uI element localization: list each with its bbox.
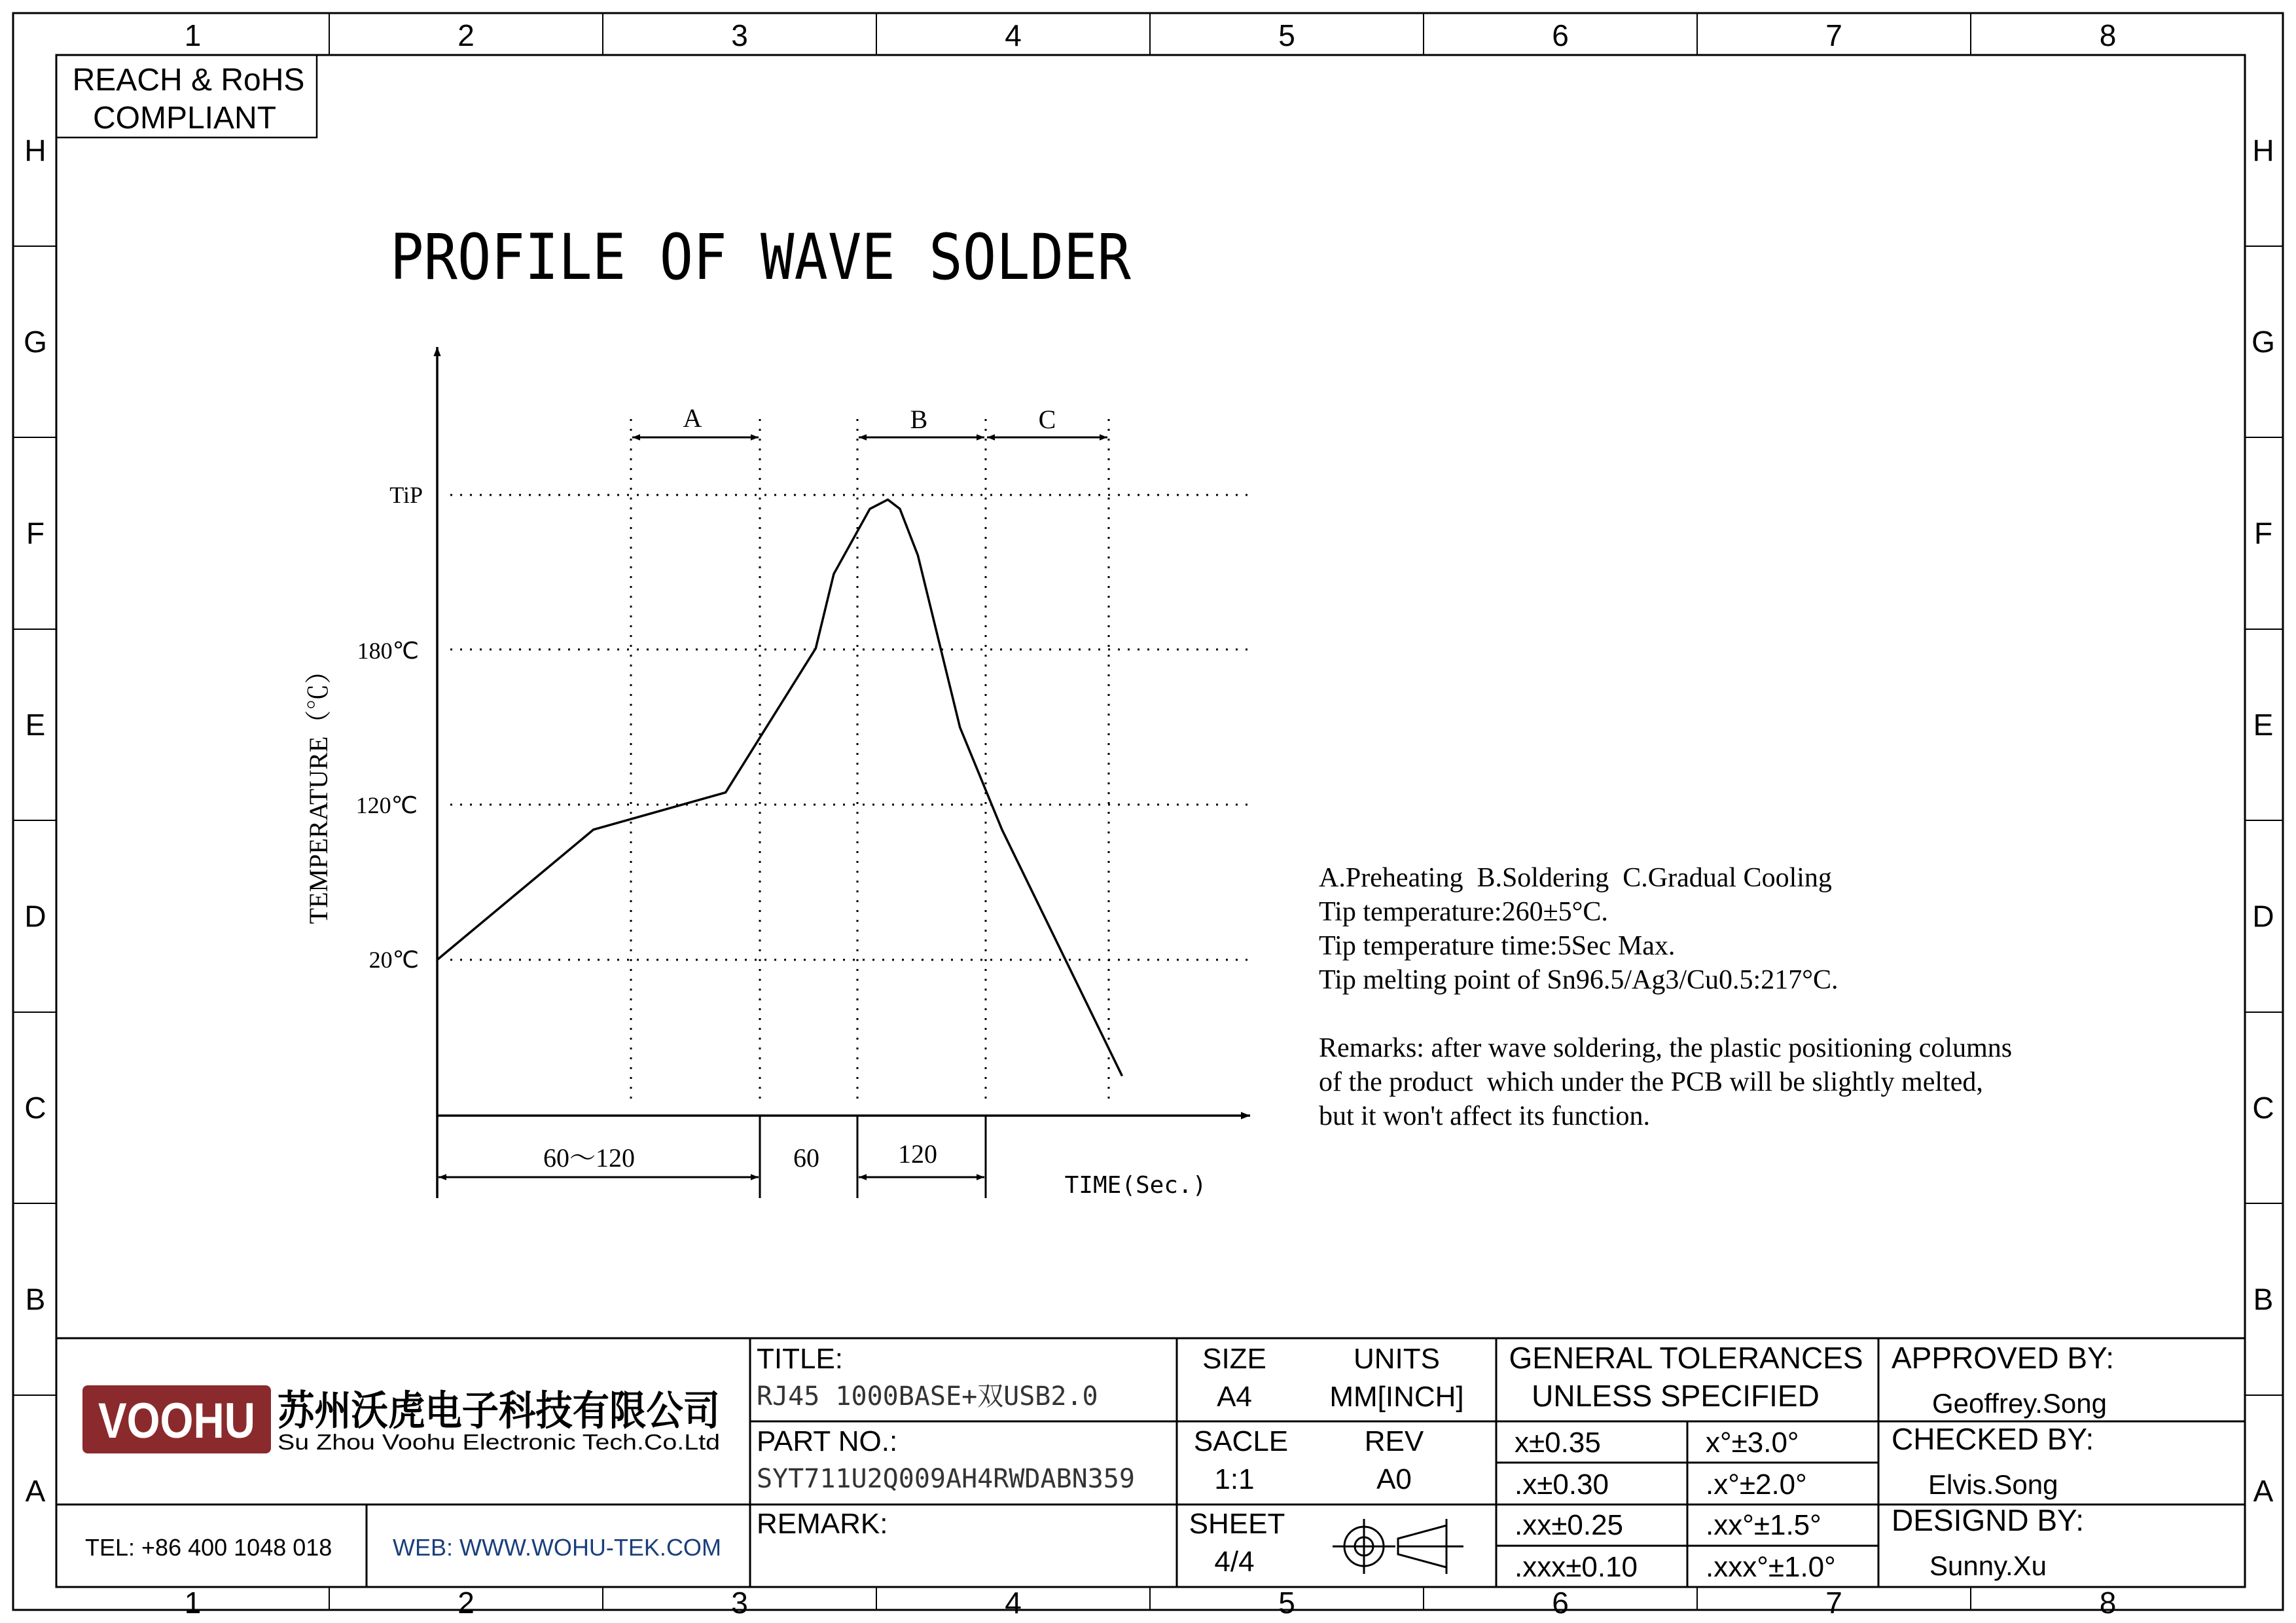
column-label-top: 8 — [2099, 18, 2117, 52]
row-label-left: D — [24, 899, 46, 934]
size-value: A4 — [1217, 1381, 1252, 1413]
contact-web: WEB: WWW.WOHU-TEK.COM — [393, 1534, 721, 1561]
column-label-top: 5 — [1278, 18, 1295, 52]
column-label-top: 4 — [1005, 18, 1022, 52]
column-label-bottom: 1 — [184, 1586, 202, 1620]
column-label-top: 7 — [1825, 18, 1842, 52]
column-label-bottom: 7 — [1825, 1586, 1842, 1620]
remark-line-2: of the product which under the PCB will be slightly melted, — [1319, 1067, 1983, 1097]
compliance-line2: COMPLIANT — [92, 101, 277, 136]
zone-a-label: A — [683, 403, 702, 433]
column-label-top: 6 — [1552, 18, 1569, 52]
row-label-left: C — [24, 1091, 46, 1125]
row-label-right: B — [2253, 1282, 2274, 1317]
column-label-bottom: 4 — [1005, 1586, 1022, 1620]
y-tick-120: 120℃ — [355, 792, 418, 818]
y-tick-20: 20℃ — [368, 947, 419, 973]
rev-label: REV — [1364, 1425, 1424, 1457]
duration-label-preheat: 60～120 — [543, 1143, 635, 1173]
tolerance-title-1: GENERAL TOLERANCES — [1509, 1341, 1863, 1375]
solder-profile-chart — [304, 347, 1250, 1199]
column-label-bottom: 3 — [731, 1586, 748, 1620]
column-label-bottom: 2 — [457, 1586, 475, 1620]
row-label-left: E — [25, 708, 46, 742]
compliance-line1: REACH & RoHS — [72, 63, 305, 98]
remark-line-1: Remarks: after wave soldering, the plastic positioning columns — [1319, 1033, 2013, 1063]
contact-tel: TEL: +86 400 1048 018 — [85, 1534, 332, 1561]
tolerance-title-2: UNLESS SPECIFIED — [1532, 1379, 1820, 1413]
company-name-cn: 苏州沃虎电子科技有限公司 — [278, 1389, 720, 1434]
size-label: SIZE — [1202, 1343, 1266, 1375]
row-label-left: A — [25, 1474, 46, 1508]
y-tick-180: 180℃ — [357, 638, 419, 664]
scale-label: SACLE — [1193, 1425, 1289, 1457]
zone-b-label: B — [910, 405, 928, 434]
part-no-value: SYT711U2Q009AH4RWDABN359 — [757, 1464, 1135, 1494]
y-axis-label: TEMPERATURE（℃） — [304, 657, 333, 924]
column-label-top: 2 — [457, 18, 475, 52]
temperature-profile-curve — [437, 500, 1122, 1076]
design-value: Sunny.Xu — [1929, 1550, 2047, 1581]
row-label-right: C — [2252, 1091, 2274, 1125]
row-label-left: H — [24, 134, 46, 168]
sheet-value: 4/4 — [1214, 1546, 1255, 1578]
process-notes — [1319, 863, 2012, 1131]
column-label-top: 3 — [731, 18, 748, 52]
column-label-bottom: 5 — [1278, 1586, 1295, 1620]
linear-tolerance: .xxx±0.10 — [1515, 1551, 1638, 1583]
note-line-2: Tip temperature:260±5°C. — [1319, 897, 1608, 927]
y-tick-tip: TiP — [389, 482, 423, 508]
title-block — [56, 1338, 2245, 1587]
angular-tolerance: x°±3.0° — [1706, 1427, 1799, 1459]
company-name-en: Su Zhou Voohu Electronic Tech.Co.Ltd — [278, 1430, 720, 1454]
linear-tolerance: x±0.35 — [1515, 1427, 1601, 1459]
row-label-right: F — [2253, 516, 2273, 551]
design-label: DESIGND BY: — [1892, 1503, 2084, 1537]
angular-tolerance: .xxx°±1.0° — [1706, 1551, 1836, 1583]
duration-label-120: 120 — [898, 1139, 937, 1169]
row-label-right: D — [2252, 899, 2274, 934]
zone-c-label: C — [1038, 405, 1056, 434]
row-label-left: B — [25, 1282, 46, 1317]
checked-value: Elvis.Song — [1928, 1469, 2058, 1500]
row-label-left: G — [24, 325, 47, 359]
remark-label: REMARK: — [757, 1508, 888, 1540]
column-label-bottom: 6 — [1552, 1586, 1569, 1620]
row-label-right: G — [2251, 325, 2275, 359]
rev-value: A0 — [1376, 1463, 1412, 1495]
angular-tolerance: .x°±2.0° — [1706, 1468, 1807, 1501]
x-axis-label: TIME(Sec.) — [1064, 1172, 1207, 1199]
note-line-1: A.Preheating B.Soldering C.Gradual Cooling — [1319, 863, 1832, 893]
units-label: UNITS — [1354, 1343, 1440, 1375]
column-label-bottom: 8 — [2099, 1586, 2117, 1620]
title-label: TITLE: — [757, 1343, 844, 1375]
remark-line-3: but it won't affect its function. — [1319, 1101, 1651, 1131]
duration-label-60: 60 — [793, 1143, 819, 1173]
part-no-label: PART NO.: — [757, 1425, 898, 1457]
row-label-left: F — [26, 516, 45, 551]
row-label-right: E — [2253, 708, 2274, 742]
title-value: RJ45 1000BASE+双USB2.0 — [757, 1381, 1098, 1412]
company-logo-text: VOOHU — [98, 1393, 255, 1449]
column-label-top: 1 — [184, 18, 202, 52]
approved-label: APPROVED BY: — [1892, 1341, 2115, 1375]
row-label-right: H — [2252, 134, 2274, 168]
linear-tolerance: .x±0.30 — [1515, 1468, 1609, 1501]
zone-grid-labels — [24, 18, 2275, 1620]
note-line-3: Tip temperature time:5Sec Max. — [1319, 931, 1676, 961]
approved-value: Geoffrey.Song — [1932, 1388, 2107, 1419]
sheet-label: SHEET — [1189, 1508, 1285, 1540]
units-value: MM[INCH] — [1329, 1381, 1464, 1413]
checked-label: CHECKED BY: — [1892, 1422, 2094, 1456]
scale-value: 1:1 — [1214, 1463, 1255, 1495]
row-label-right: A — [2253, 1474, 2274, 1508]
linear-tolerance: .xx±0.25 — [1515, 1509, 1624, 1541]
compliance-box — [56, 55, 317, 137]
note-line-4: Tip melting point of Sn96.5/Ag3/Cu0.5:217°C. — [1319, 965, 1839, 995]
drawing-title: PROFILE OF WAVE SOLDER — [390, 221, 1132, 294]
angular-tolerance: .xx°±1.5° — [1706, 1509, 1821, 1541]
projection-symbol-icon — [1333, 1519, 1463, 1574]
